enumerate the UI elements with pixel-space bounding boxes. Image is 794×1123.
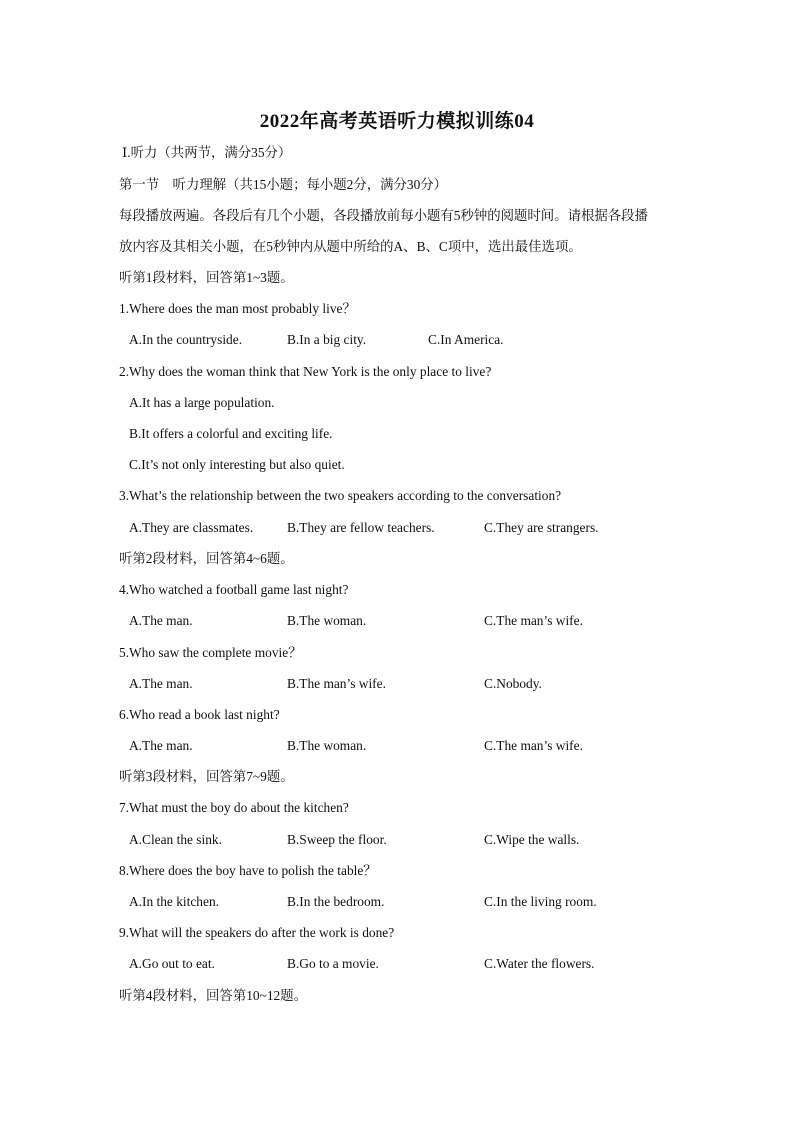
question-text: 4.Who watched a football game last night? <box>119 582 349 597</box>
option-a: A.The man. <box>129 676 193 691</box>
option-b: B.In the bedroom. <box>287 894 385 909</box>
option-b: B.The woman. <box>287 738 367 753</box>
option-b: B.It offers a colorful and exciting life. <box>129 426 333 441</box>
instruction-line-2: 放内容及其相关小题，在5秒钟内从题中所给的A、B、C项中，选出最佳选项。 <box>119 239 582 254</box>
option-a: A.The man. <box>129 738 193 753</box>
segment-heading: 听第2段材料，回答第4~6题。 <box>119 551 294 566</box>
option-b: B.Go to a movie. <box>287 956 379 971</box>
question-text: 6.Who read a book last night? <box>119 707 280 722</box>
question-text: 3.What’s the relationship between the two speakers according to the conversation? <box>119 488 562 503</box>
option-a: A.It has a large population. <box>129 395 275 410</box>
option-c: C.In the living room. <box>484 894 597 909</box>
option-a: A.Go out to eat. <box>129 956 215 971</box>
option-b: B.They are fellow teachers. <box>287 520 435 535</box>
segment-heading: 听第3段材料，回答第7~9题。 <box>119 769 294 784</box>
question-text: 7.What must the boy do about the kitchen? <box>119 800 349 815</box>
section-heading: 第一节 听力理解（共15小题；每小题2分，满分30分） <box>119 177 448 192</box>
segment-heading: 听第4段材料，回答第10~12题。 <box>119 988 308 1003</box>
option-c: C.They are strangers. <box>484 520 599 535</box>
option-c: C.In America. <box>428 332 504 347</box>
question-text: 8.Where does the boy have to polish the table？ <box>119 863 377 878</box>
option-a: A.Clean the sink. <box>129 832 222 847</box>
question-text: 9.What will the speakers do after the work is done? <box>119 925 395 940</box>
page-title: 2022年高考英语听力模拟训练04 <box>259 111 535 132</box>
option-a: A.In the countryside. <box>129 332 243 347</box>
option-c: C.Nobody. <box>484 676 542 691</box>
option-a: A.They are classmates. <box>129 520 254 535</box>
option-c: C.The man’s wife. <box>484 738 583 753</box>
option-c: C.Water the flowers. <box>484 956 595 971</box>
instruction-line-1: 每段播放两遍。各段后有几个小题，各段播放前每小题有5秒钟的阅题时间。请根据各段播 <box>119 208 648 223</box>
option-c: C.The man’s wife. <box>484 613 583 628</box>
segment-heading: 听第1段材料，回答第1~3题。 <box>119 270 294 285</box>
option-b: B.Sweep the floor. <box>287 832 387 847</box>
option-c: C.Wipe the walls. <box>484 832 580 847</box>
question-text: 2.Why does the woman think that New York is the only place to live? <box>119 364 492 379</box>
question-text: 1.Where does the man most probably live？ <box>119 301 356 316</box>
part-heading: Ⅰ.听力（共两节，满分35分） <box>122 145 292 160</box>
option-b: B.The man’s wife. <box>287 676 386 691</box>
option-b: B.In a big city. <box>287 332 367 347</box>
option-a: A.In the kitchen. <box>129 894 219 909</box>
question-text: 5.Who saw the complete movie？ <box>119 645 302 660</box>
option-a: A.The man. <box>129 613 193 628</box>
option-b: B.The woman. <box>287 613 367 628</box>
option-c: C.It’s not only interesting but also quiet. <box>129 457 345 472</box>
